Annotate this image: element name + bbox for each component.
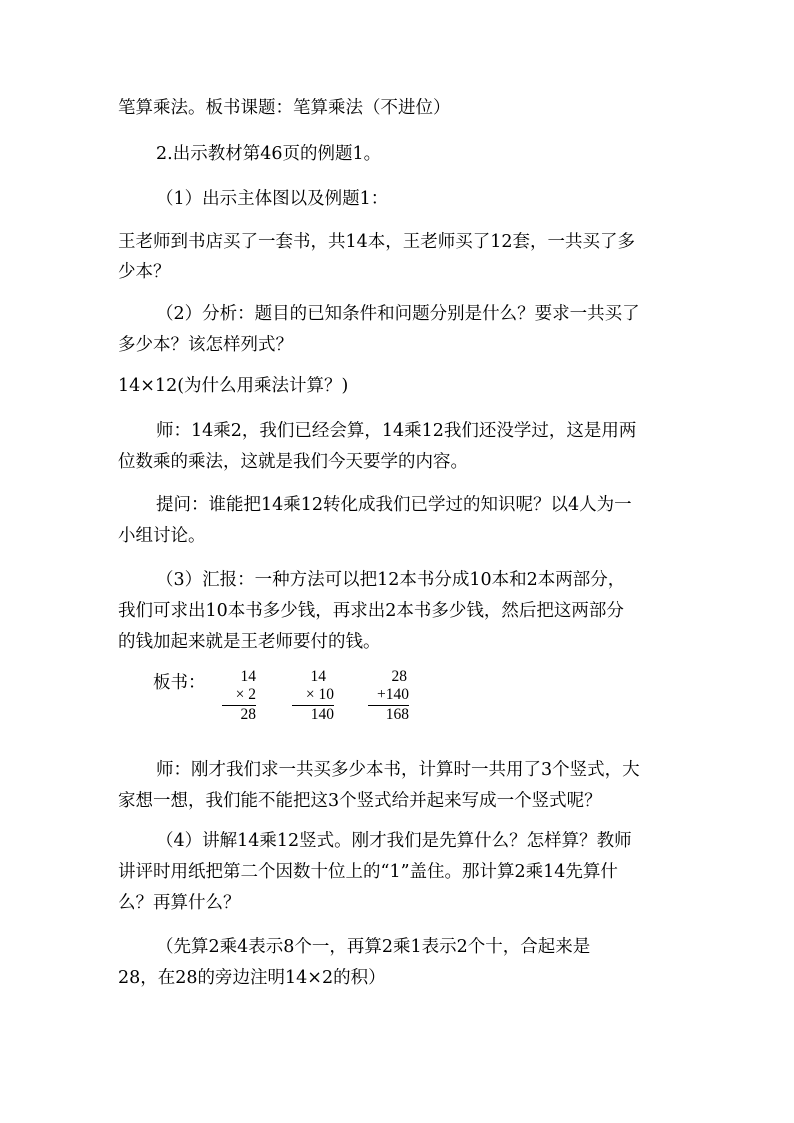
vertical-calc-3 [368,668,409,724]
paragraph-line: 么？再算什么？ [118,893,241,913]
paragraph-line: 28，在28的旁边注明14×2的积） [118,968,386,988]
paragraph-line: （1）出示主体图以及例题1： [156,189,389,209]
paragraph-line: （3）汇报：一种方法可以把12本书分成10本和2本两部分， [156,570,626,590]
paragraph-line: 讲评时用纸把第二个因数十位上的“1”盖住。那计算2乘14先算什 [118,862,618,882]
calc-operation: +140 [377,686,409,703]
calc-result: 140 [310,706,334,723]
paragraph-line: 小组讨论。 [118,526,206,546]
paragraph-line: 师：刚才我们求一共买多少本书，计算时一共用了3个竖式，大 [156,760,640,780]
paragraph-line: （4）讲解14乘12竖式。刚才我们是先算什么？怎样算？教师 [156,831,632,851]
paragraph-line: 王老师到书店买了一套书，共14本，王老师买了12套，一共买了多 [118,232,636,252]
calc-operation: × 10 [305,686,334,703]
paragraph-line: 师：14乘2，我们已经会算，14乘12我们还没学过，这是用两 [156,421,637,441]
paragraph-line: 提问：谁能把14乘12转化成我们已学过的知识呢？以4人为一 [156,495,632,515]
paragraph-line: 家想一想，我们能不能把这3个竖式给并起来写成一个竖式呢？ [118,791,602,811]
calc-top: 14 [310,668,326,685]
board-label: 板书： [153,673,206,693]
paragraph-line: 我们可求出10本书多少钱，再求出2本书多少钱，然后把这两部分 [118,601,624,621]
calc-top: 28 [391,668,407,685]
paragraph-line: 2.出示教材第46页的例题1。 [156,144,382,164]
calc-result: 168 [385,706,409,723]
paragraph-line: 少本？ [118,262,171,282]
paragraph-line: （先算2乘4表示8个一，再算2乘1表示2个十，合起来是 [156,937,591,957]
paragraph-line: 的钱加起来就是王老师要付的钱。 [118,632,381,652]
calc-top: 14 [240,668,256,685]
vertical-calc-2 [292,668,334,724]
paragraph-line: 多少本？该怎样列式？ [118,335,293,355]
paragraph-line: （2）分析：题目的已知条件和问题分别是什么？要求一共买了 [156,304,640,324]
calc-operation: × 2 [235,686,256,703]
paragraph-line: 笔算乘法。板书课题：笔算乘法（不进位） [118,98,451,118]
calc-result: 28 [240,706,256,723]
paragraph-line: 位数乘的乘法，这就是我们今天要学的内容。 [118,452,468,472]
vertical-calc-1 [222,668,256,724]
paragraph-line: 14×12(为什么用乘法计算？) [118,376,349,396]
